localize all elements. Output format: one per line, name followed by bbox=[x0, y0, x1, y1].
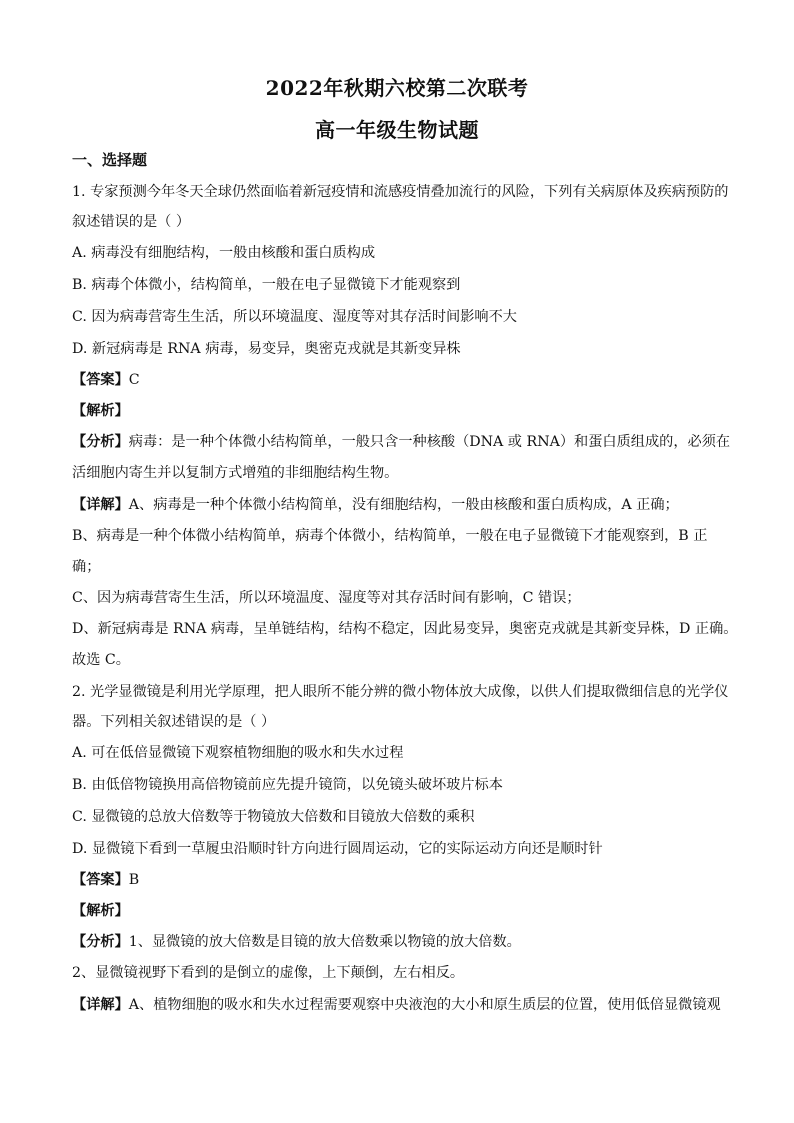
section-heading: 一、选择题 bbox=[72, 151, 148, 169]
detail-text: A、植物细胞的吸水和失水过程需要观察中央液泡的大小和原生质层的位置，使用低倍显微镜观 bbox=[128, 997, 721, 1013]
q2-stem-line1: 2. 光学显微镜是利用光学原理，把人眼所不能分辨的微小物体放大成像，以供人们提取微细信息的光学仪 bbox=[72, 684, 729, 700]
q1-detail-line2: B、病毒是一种个体微小结构简单，病毒个体微小，结构简单，一般在电子显微镜下才能观察到，B 正 bbox=[72, 528, 708, 544]
answer-tag: 【答案】 bbox=[72, 872, 129, 888]
q1-detail-line4: C、因为病毒营寄生生活，所以环境温度、湿度等对其存活时间有影响，C 错误； bbox=[72, 590, 581, 606]
q1-option-d: D. 新冠病毒是 RNA 病毒，易变异，奥密克戎就是其新变异株 bbox=[72, 341, 461, 357]
q1-conclusion: 故选 C。 bbox=[72, 652, 130, 668]
q1-detail-line1 bbox=[72, 495, 732, 515]
detail-text: A、病毒是一种个体微小结构简单，没有细胞结构，一般由核酸和蛋白质构成，A 正确； bbox=[128, 497, 679, 513]
analysis-tag: 【解析】 bbox=[72, 903, 129, 919]
detail-tag: 【详解】 bbox=[72, 497, 129, 513]
q1-option-a: A. 病毒没有细胞结构，一般由核酸和蛋白质构成 bbox=[72, 245, 376, 261]
q1-detail-line3: 确； bbox=[72, 559, 101, 575]
q1-stem-line1: 1. 专家预测今年冬天全球仍然面临着新冠疫情和流感疫情叠加流行的风险，下列有关病原体及疾病预防的 bbox=[72, 184, 729, 200]
q1-stem-line2: 叙述错误的是（ ） bbox=[72, 214, 191, 230]
q1-option-c: C. 因为病毒营寄生生活，所以环境温度、湿度等对其存活时间影响不大 bbox=[72, 309, 517, 325]
q1-detail-line5: D、新冠病毒是 RNA 病毒，呈单链结构，结构不稳定，因此易变异，奥密克戎就是其新变异株，D 正确。 bbox=[72, 621, 738, 637]
q2-option-d: D. 显微镜下看到一草履虫沿顺时针方向进行圆周运动，它的实际运动方向还是顺时针 bbox=[72, 841, 603, 857]
q2-stem-line2: 器。下列相关叙述错误的是（ ） bbox=[72, 714, 276, 730]
q2-analysis-tag bbox=[72, 901, 732, 921]
answer-tag: 【答案】 bbox=[72, 372, 129, 388]
q2-detail-line1 bbox=[72, 995, 732, 1015]
exam-subtitle: 高一年级生物试题 bbox=[315, 118, 479, 142]
q2-fenxi-line2: 2、显微镜视野下看到的是倒立的虚像，上下颠倒，左右相反。 bbox=[72, 965, 465, 981]
q1-fenxi-line1 bbox=[72, 432, 732, 452]
fenxi-text: 1、显微镜的放大倍数是目镜的放大倍数乘以物镜的放大倍数。 bbox=[128, 934, 521, 950]
q1-fenxi-line2: 活细胞内寄生并以复制方式增殖的非细胞结构生物。 bbox=[72, 465, 399, 481]
answer-value: C bbox=[128, 372, 140, 388]
q1-option-b: B. 病毒个体微小，结构简单，一般在电子显微镜下才能观察到 bbox=[72, 277, 461, 293]
q2-fenxi-line1 bbox=[72, 932, 732, 952]
fenxi-text: 病毒：是一种个体微小结构简单，一般只含一种核酸（DNA 或 RNA）和蛋白质组成的，必须在 bbox=[128, 434, 731, 450]
q1-answer bbox=[72, 370, 732, 390]
q2-answer bbox=[72, 870, 732, 890]
detail-tag: 【详解】 bbox=[72, 997, 129, 1013]
q2-option-b: B. 由低倍物镜换用高倍物镜前应先提升镜筒，以免镜头破坏玻片标本 bbox=[72, 777, 503, 793]
fenxi-tag: 【分析】 bbox=[72, 434, 129, 450]
fenxi-tag: 【分析】 bbox=[72, 934, 129, 950]
q2-option-c: C. 显微镜的总放大倍数等于物镜放大倍数和目镜放大倍数的乘积 bbox=[72, 809, 475, 825]
analysis-tag: 【解析】 bbox=[72, 403, 129, 419]
exam-title: 2022年秋期六校第二次联考 bbox=[265, 76, 529, 100]
answer-value: B bbox=[128, 872, 140, 888]
q2-option-a: A. 可在低倍显微镜下观察植物细胞的吸水和失水过程 bbox=[72, 745, 404, 761]
q1-analysis-tag bbox=[72, 401, 732, 421]
